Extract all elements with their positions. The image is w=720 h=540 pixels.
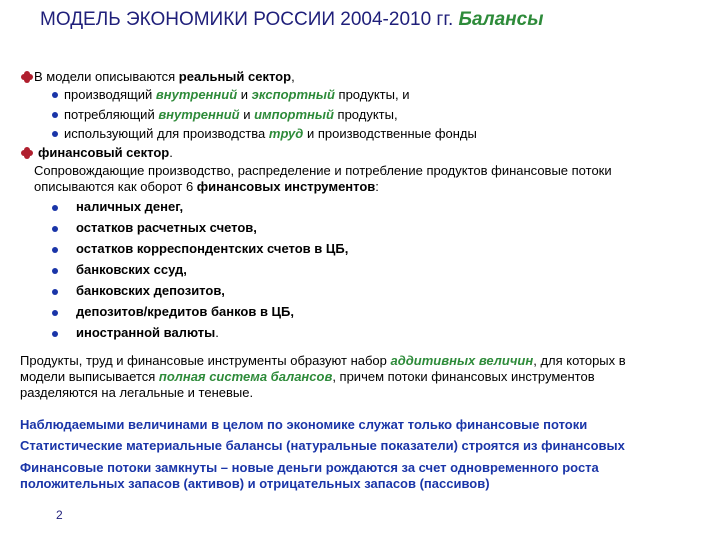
real-sector-item: производящий внутренний и экспортный продукты, и [64, 87, 410, 102]
bullet-icon [52, 310, 58, 316]
slide-title [40, 9, 543, 31]
instrument-item: наличных денег, [76, 199, 184, 214]
instrument-item: банковских депозитов, [76, 283, 225, 298]
note-observable: Наблюдаемыми величинами в целом по экономике служат только финансовые потоки [20, 417, 588, 432]
paragraph-line-1: Продукты, труд и финансовые инструменты образуют набор аддитивных величин, для которых в [20, 353, 626, 368]
bullet-icon [52, 92, 58, 98]
bullet-icon [52, 289, 58, 295]
note-statistical: Статистические материальные балансы (натуральные показатели) строятся из финансовых [20, 438, 625, 453]
title-accent: Балансы [458, 9, 544, 30]
note-closed-flows-1: Финансовые потоки замкнуты – новые деньги рождаются за счет одновременного роста [20, 460, 599, 475]
bullet-icon [52, 247, 58, 253]
paragraph-line-3: разделяются на легальные и теневые. [20, 385, 254, 400]
note-closed-flows-2: положительных запасов (активов) и отрицательных запасов (пассивов) [20, 476, 490, 491]
fin-sector-desc-2: описываются как оборот 6 финансовых инструментов: [34, 179, 379, 194]
instrument-item: банковских ссуд, [76, 262, 187, 277]
instrument-item: остатков корреспондентских счетов в ЦБ, [76, 241, 349, 256]
instrument-item: депозитов/кредитов банков в ЦБ, [76, 304, 295, 319]
diamond-bullet-icon [20, 70, 34, 84]
real-sector-item: использующий для производства труд и производственные фонды [64, 126, 477, 141]
title-main: МОДЕЛЬ ЭКОНОМИКИ РОССИИ 2004-2010 гг. [40, 9, 454, 30]
bullet-icon [52, 226, 58, 232]
bullet-icon [52, 112, 58, 118]
fin-sector-label: финансовый сектор. [38, 145, 173, 160]
fin-sector-desc-1: Сопровождающие производство, распределение и потребление продуктов финансовые потоки [34, 163, 612, 178]
page-number: 2 [56, 508, 63, 522]
bullet-icon [52, 205, 58, 211]
real-sector-item: потребляющий внутренний и импортный продукты, [64, 107, 398, 122]
paragraph-line-2: модели выписывается полная система балансов, причем потоки финансовых инструментов [20, 369, 595, 384]
bullet-icon [52, 268, 58, 274]
instrument-item: остатков расчетных счетов, [76, 220, 257, 235]
diamond-bullet-icon [20, 146, 34, 160]
real-sector-intro: В модели описываются реальный сектор, [34, 69, 295, 84]
bullet-icon [52, 331, 58, 337]
bullet-icon [52, 131, 58, 137]
instrument-item: иностранной валюты. [76, 325, 219, 340]
